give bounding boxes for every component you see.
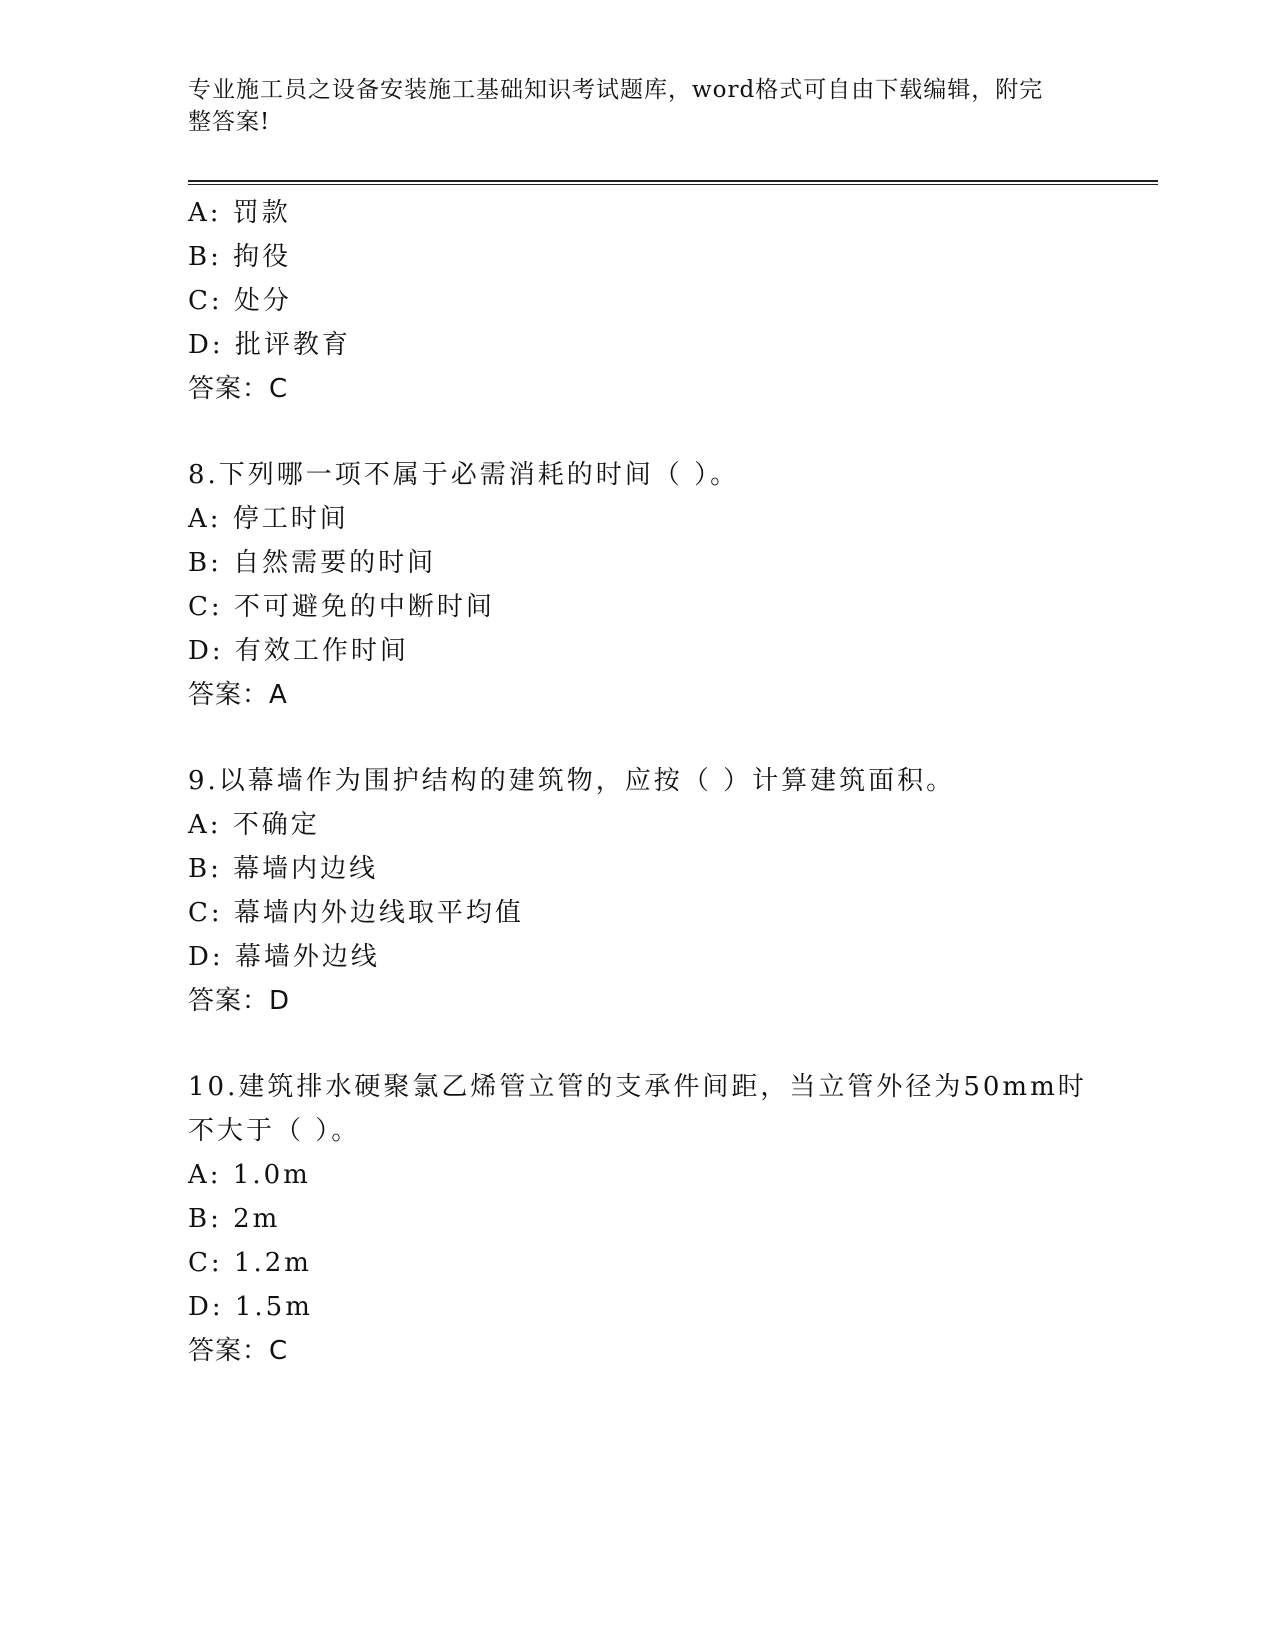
q9-option-c: C: 幕墙内外边线取平均值 — [188, 898, 524, 928]
q10-option-c: C: 1.2m — [188, 1248, 312, 1278]
q8-option-d: D: 有效工作时间 — [188, 636, 409, 666]
q10-option-b: B: 2m — [188, 1204, 281, 1234]
header-line-1: 专业施工员之设备安装施工基础知识考试题库，word格式可自由下载编辑，附完 — [188, 77, 1044, 103]
q10-option-d: D: 1.5m — [188, 1292, 313, 1322]
q8-option-b: B: 自然需要的时间 — [188, 548, 437, 578]
q9-option-b: B: 幕墙内边线 — [188, 854, 379, 884]
q9-stem: 9.以幕墙作为围护结构的建筑物，应按（ ）计算建筑面积。 — [188, 766, 956, 796]
q7-option-d: D: 批评教育 — [188, 330, 351, 360]
q7-answer: 答案：C — [188, 374, 289, 404]
q9-option-d: D: 幕墙外边线 — [188, 942, 380, 972]
q8-answer: 答案：A — [188, 680, 288, 710]
q9-answer: 答案：D — [188, 986, 291, 1016]
header-divider — [188, 180, 1158, 185]
q7-option-c: C: 处分 — [188, 286, 292, 316]
document-header — [188, 74, 1068, 138]
q8-option-a: A: 停工时间 — [188, 504, 349, 534]
q10-stem-line-1: 10.建筑排水硬聚氯乙烯管立管的支承件间距，当立管外径为50mm时 — [188, 1072, 1087, 1102]
q7-option-b: B: 拘役 — [188, 242, 292, 272]
q8-stem: 8.下列哪一项不属于必需消耗的时间（ ）。 — [188, 460, 740, 490]
q10-stem-line-2: 不大于（ ）。 — [188, 1116, 361, 1146]
q10-option-a: A: 1.0m — [188, 1160, 311, 1190]
q7-option-a: A: 罚款 — [188, 198, 291, 228]
q9-option-a: A: 不确定 — [188, 810, 320, 840]
header-line-2: 整答案! — [188, 109, 271, 135]
q10-answer: 答案：C — [188, 1336, 289, 1366]
q8-option-c: C: 不可避免的中断时间 — [188, 592, 495, 622]
